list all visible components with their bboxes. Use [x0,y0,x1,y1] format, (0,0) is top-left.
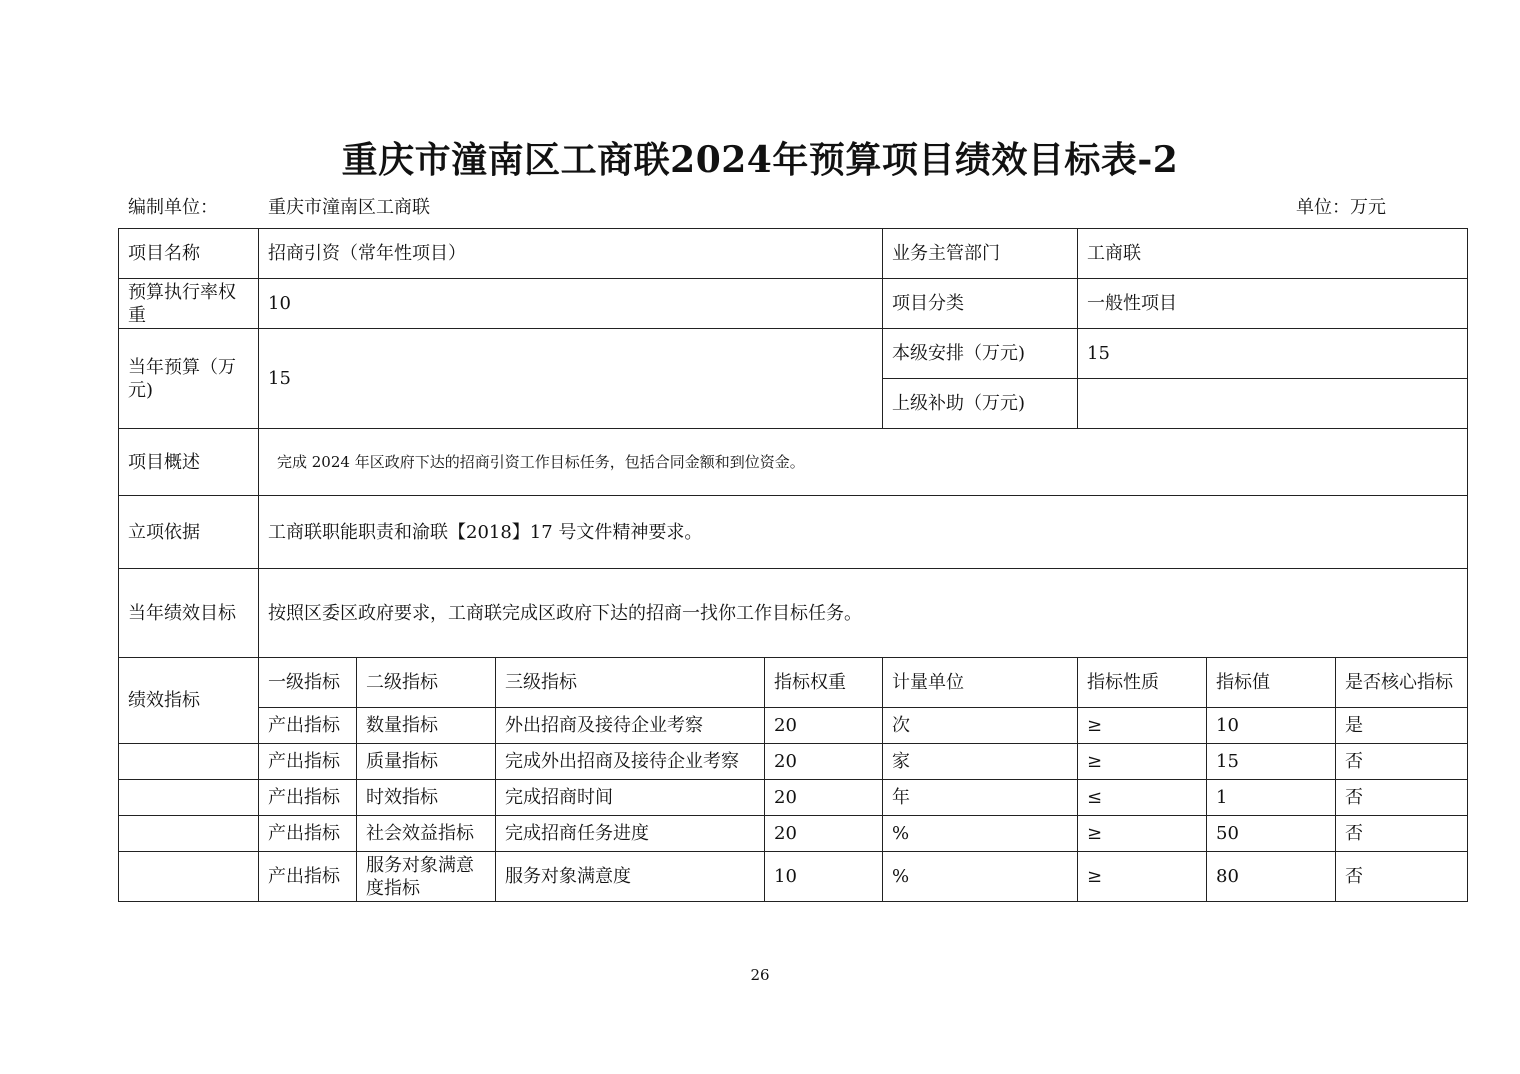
basis-value: 工商联职能职责和渝联【2018】17 号文件精神要求。 [259,496,1468,569]
table-cell: 20 [765,780,883,816]
table-cell: ≥ [1078,708,1207,744]
table-cell: 产出指标 [259,744,357,780]
table-cell: 服务对象满意度 [496,852,765,902]
overview-label: 项目概述 [119,429,259,496]
table-cell: 时效指标 [357,780,496,816]
table-cell: 外出招商及接待企业考察 [496,708,765,744]
table-cell: 10 [765,852,883,902]
header-cell: 二级指标 [357,658,496,708]
project-name-label: 项目名称 [119,229,259,279]
table-cell: 完成招商时间 [496,780,765,816]
table-cell: 服务对象满意度指标 [357,852,496,902]
exec-weight-value: 10 [259,279,883,329]
table-cell: 80 [1207,852,1336,902]
table-cell: 20 [765,708,883,744]
table-cell: 年 [883,780,1078,816]
upper-value [1078,379,1468,429]
unit-value: 重庆市潼南区工商联 [268,197,430,218]
page-number: 26 [750,966,770,984]
basis-label: 立项依据 [119,496,259,569]
header-cell: 指标权重 [765,658,883,708]
table-cell [119,780,259,816]
table-cell: 否 [1336,852,1468,902]
header-cell: 一级指标 [259,658,357,708]
table-cell: 社会效益指标 [357,816,496,852]
table-cell: 完成外出招商及接待企业考察 [496,744,765,780]
header-cell: 指标值 [1207,658,1336,708]
dept-value: 工商联 [1078,229,1468,279]
table-cell: 完成招商任务进度 [496,816,765,852]
table-cell: ≥ [1078,852,1207,902]
table-cell: 1 [1207,780,1336,816]
table-cell: 数量指标 [357,708,496,744]
table-cell: ≥ [1078,816,1207,852]
category-value: 一般性项目 [1078,279,1468,329]
table-row [119,780,1468,816]
table-cell: 质量指标 [357,744,496,780]
header-cell: 指标性质 [1078,658,1207,708]
local-value: 15 [1078,329,1468,379]
table-cell: 产出指标 [259,708,357,744]
table-cell: 否 [1336,744,1468,780]
goal-label: 当年绩效目标 [119,569,259,658]
table-cell: 10 [1207,708,1336,744]
category-label: 项目分类 [883,279,1078,329]
table-row [119,852,1468,902]
header-cell: 计量单位 [883,658,1078,708]
table-cell: 否 [1336,816,1468,852]
table-row [119,708,1468,744]
table-cell: 次 [883,708,1078,744]
local-label: 本级安排（万元) [883,329,1078,379]
exec-weight-label: 预算执行率权重 [119,279,259,329]
table-cell: 20 [765,744,883,780]
table-cell: 15 [1207,744,1336,780]
dept-label: 业务主管部门 [883,229,1078,279]
header-cell: 三级指标 [496,658,765,708]
indicators-label: 绩效指标 [119,658,259,744]
table-cell [119,852,259,902]
table-cell: 产出指标 [259,816,357,852]
table-cell: ≥ [1078,744,1207,780]
upper-label: 上级补助（万元) [883,379,1078,429]
header-cell: 是否核心指标 [1336,658,1468,708]
table-cell [119,816,259,852]
table-cell: 20 [765,816,883,852]
budget-value: 15 [259,329,883,429]
performance-table [118,228,1468,902]
table-cell: 产出指标 [259,852,357,902]
table-row [119,744,1468,780]
table-cell: 50 [1207,816,1336,852]
table-cell: 是 [1336,708,1468,744]
goal-value: 按照区委区政府要求，工商联完成区政府下达的招商一找你工作目标任务。 [259,569,1468,658]
overview-value: 完成 2024 年区政府下达的招商引资工作目标任务，包括合同金额和到位资金。 [259,429,1468,496]
table-cell: 家 [883,744,1078,780]
table-cell: 产出指标 [259,780,357,816]
page-title: 重庆市潼南区工商联2024年预算项目绩效目标表-2 [341,139,1179,181]
table-cell: 否 [1336,780,1468,816]
currency-unit: 单位：万元 [1296,197,1386,218]
project-name-value: 招商引资（常年性项目） [259,229,883,279]
table-cell: % [883,816,1078,852]
table-cell: % [883,852,1078,902]
unit-label: 编制单位： [128,197,218,218]
table-cell: ≤ [1078,780,1207,816]
budget-label: 当年预算（万元) [119,329,259,429]
table-row [119,816,1468,852]
table-cell [119,744,259,780]
